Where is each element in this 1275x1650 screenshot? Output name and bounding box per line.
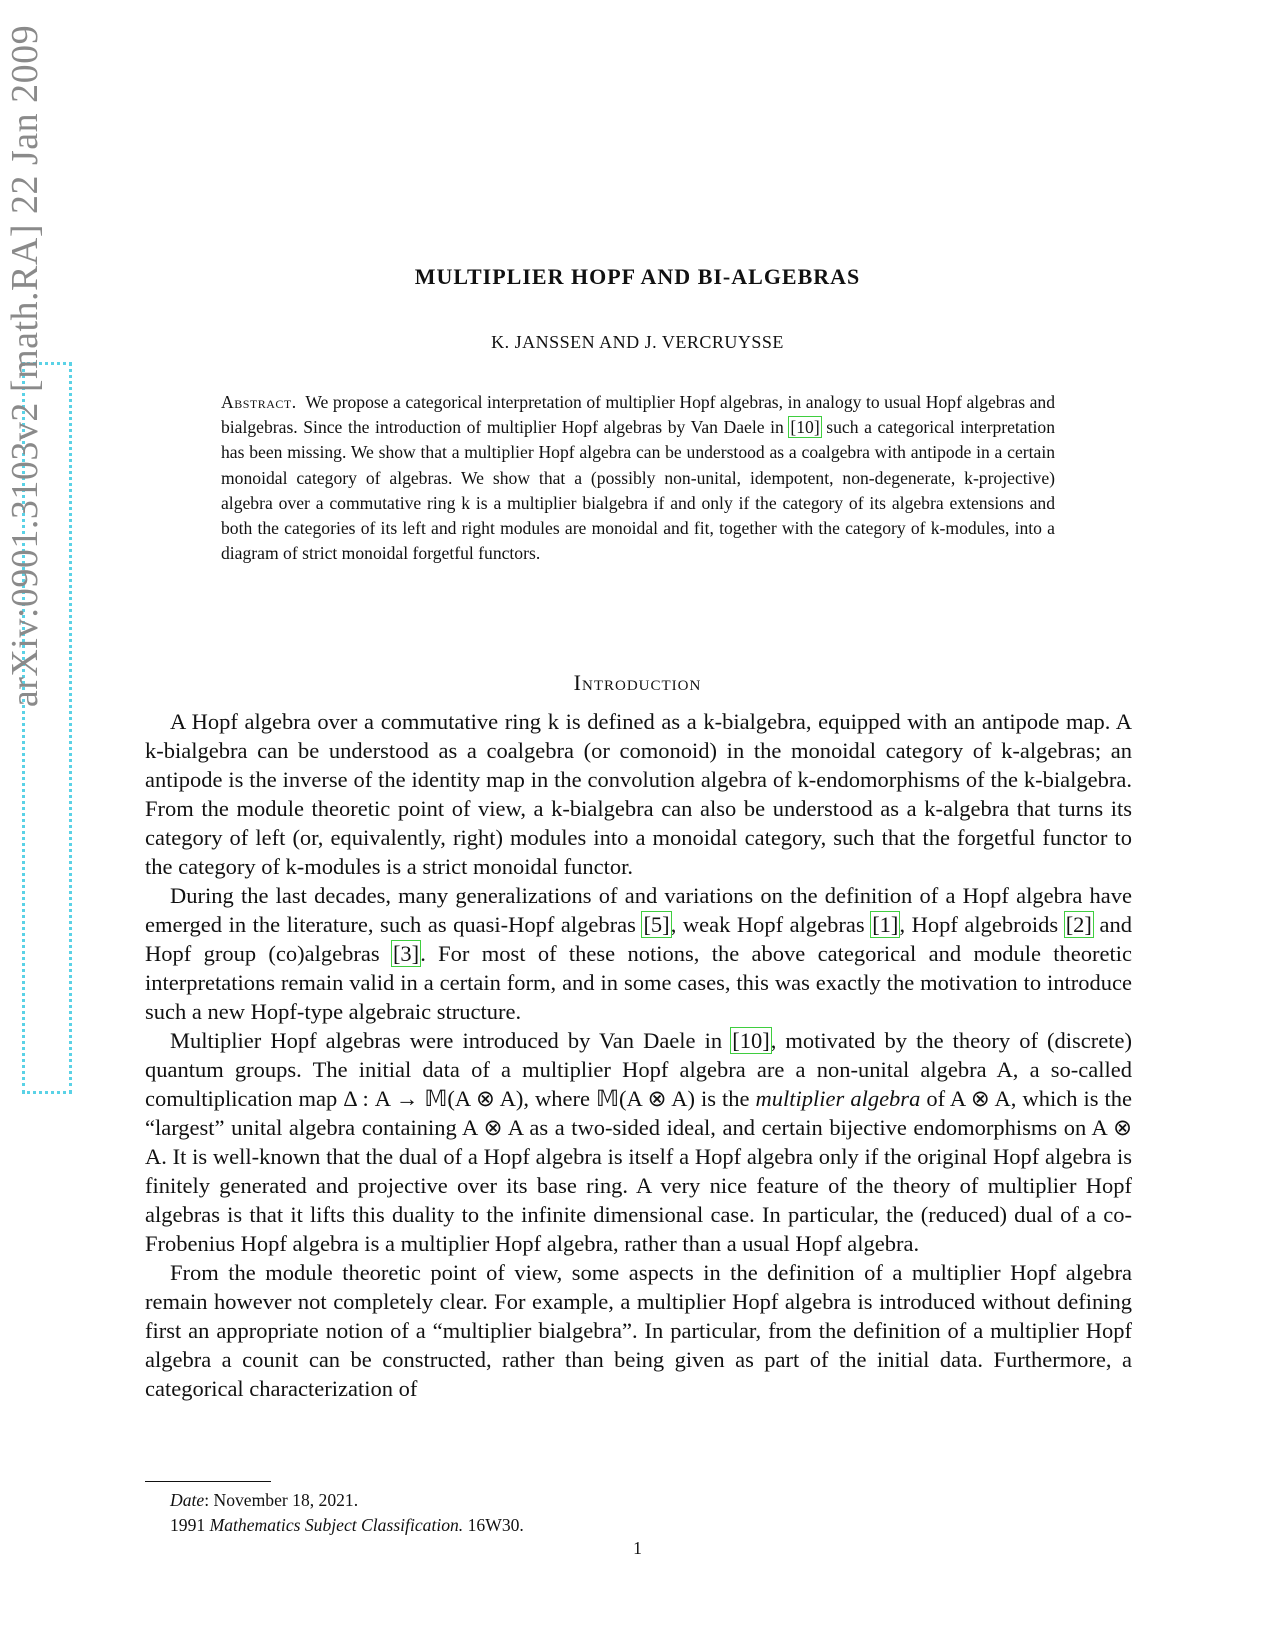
paragraph-2-text-a: During the last decades, many generalizations of and variations on the definition of a Hopf algebra have emerged in the literature, such as quasi-Hopf algebras — [145, 883, 1132, 937]
abstract — [221, 390, 1055, 566]
page-number: 1 — [633, 1538, 642, 1558]
footnote-msc-label: Mathematics Subject Classification. — [209, 1515, 464, 1535]
footnote-date — [170, 1488, 524, 1513]
paragraph-3-text-b: , motivated by the theory of (discrete) quantum groups. The initial data of a multiplier Hopf algebra are a non-unital algebra A, a so-called comultiplication map Δ : A → 𝕄(A ⊗ A), where 𝕄(A ⊗ A) is the — [145, 1028, 1133, 1111]
arxiv-stamp: arXiv:0901.3103v2 [math.RA] 22 Jan 2009 — [4, 24, 46, 708]
citation-link[interactable]: [10] — [732, 1028, 770, 1053]
footnote-msc-value: 16W30. — [463, 1515, 524, 1535]
paragraph-3 — [145, 1026, 1132, 1258]
body-text — [145, 707, 1132, 1403]
paragraph-2-text-d: and Hopf group (co)algebras — [145, 912, 1132, 966]
paragraph-2 — [145, 881, 1132, 1026]
footnote-rule — [145, 1481, 271, 1482]
citation-link[interactable]: [2] — [1065, 912, 1092, 937]
footnote-msc — [170, 1513, 524, 1538]
abstract-text-1: We propose a categorical interpretation of multiplier Hopf algebras, in analogy to usual Hopf algebras and bialgebras. Since the introduction of multiplier Hopf algebras by Van Daele in — [221, 392, 1055, 438]
citation-link[interactable]: [3] — [392, 941, 420, 966]
paper-title: MULTIPLIER HOPF AND BI-ALGEBRAS — [414, 264, 861, 289]
abstract-label: Abstract. — [221, 392, 297, 412]
paragraph-3-text-c: of A ⊗ A, which is the “largest” unital algebra containing A ⊗ A as a two-sided ideal, and certain bijective endomorphisms on A ⊗ A. It is well-known that the dual of a Hopf algebra is itself a Hopf algebra only if the original Hopf algebra is finitely generated and projective over its base ring. A very nice feature of the theory of multiplier Hopf algebras is that it lifts this duality to the infinite dimensional case. In particular, the (reduced) dual of a co-Frobenius Hopf algebra is a multiplier Hopf algebra, rather than a usual Hopf algebra. — [145, 1086, 1133, 1256]
paragraph-4: From the module theoretic point of view, some aspects in the definition of a multiplier Hopf algebra remain however not completely clear. For example, a multiplier Hopf algebra is introduced without defining first an appropriate notion of a “multiplier bialgebra”. In particular, from the definition of a multiplier Hopf algebra a counit can be constructed, rather than being given as part of the initial data. Furthermore, a categorical characterization of — [145, 1260, 1132, 1401]
paragraph-2-text-e: . For most of these notions, the above categorical and module theoretic interpretations remain valid in a certain form, and in some cases, this was exactly the motivation to introduce such a new Hopf-type algebraic structure. — [145, 941, 1132, 1024]
citation-link[interactable]: [10] — [790, 417, 820, 438]
citation-link[interactable]: [1] — [872, 912, 899, 937]
footnote-date-label: Date — [170, 1490, 205, 1510]
abstract-text-2: such a categorical interpretation has been missing. We show that a multiplier Hopf algebra can be understood as a coalgebra with antipode in a certain monoidal category of algebras. We show that a (possibly non-unital, idempotent, non-degenerate, k-projective) algebra over a commutative ring k is a multiplier bialgebra if and only if the category of its algebra extensions and both the categories of its left and right modules are monoidal and fit, together with the category of k-modules, into a diagram of strict monoidal forgetful functors. — [221, 417, 1055, 564]
footnote-date-value: : November 18, 2021. — [204, 1490, 359, 1510]
section-heading-introduction: Introduction — [573, 670, 702, 695]
paragraph-2-text-b: , weak Hopf algebras — [670, 912, 872, 937]
footnote-msc-prefix: 1991 — [170, 1515, 210, 1535]
paper-authors: K. JANSSEN AND J. VERCRUYSSE — [491, 332, 784, 352]
paragraph-3-emphasis: multiplier algebra — [755, 1086, 921, 1111]
paragraph-1: A Hopf algebra over a commutative ring k is defined as a k-bialgebra, equipped with an antipode map. A k-bialgebra can be understood as a coalgebra (or comonoid) in the monoidal category of k-algebras; an antipode is the inverse of the identity map in the convolution algebra of k-endomorphisms of the k-bialgebra. From the module theoretic point of view, a k-bialgebra can also be understood as a k-algebra that turns its category of left (or, equivalently, right) modules into a monoidal category, such that the forgetful functor to the category of k-modules is a strict monoidal functor. — [145, 709, 1132, 879]
paragraph-2-text-c: , Hopf algebroids — [899, 912, 1065, 937]
paragraph-3-text-a: Multiplier Hopf algebras were introduced by Van Daele in — [170, 1028, 732, 1053]
citation-link[interactable]: [5] — [643, 912, 670, 937]
footnotes — [170, 1488, 524, 1538]
